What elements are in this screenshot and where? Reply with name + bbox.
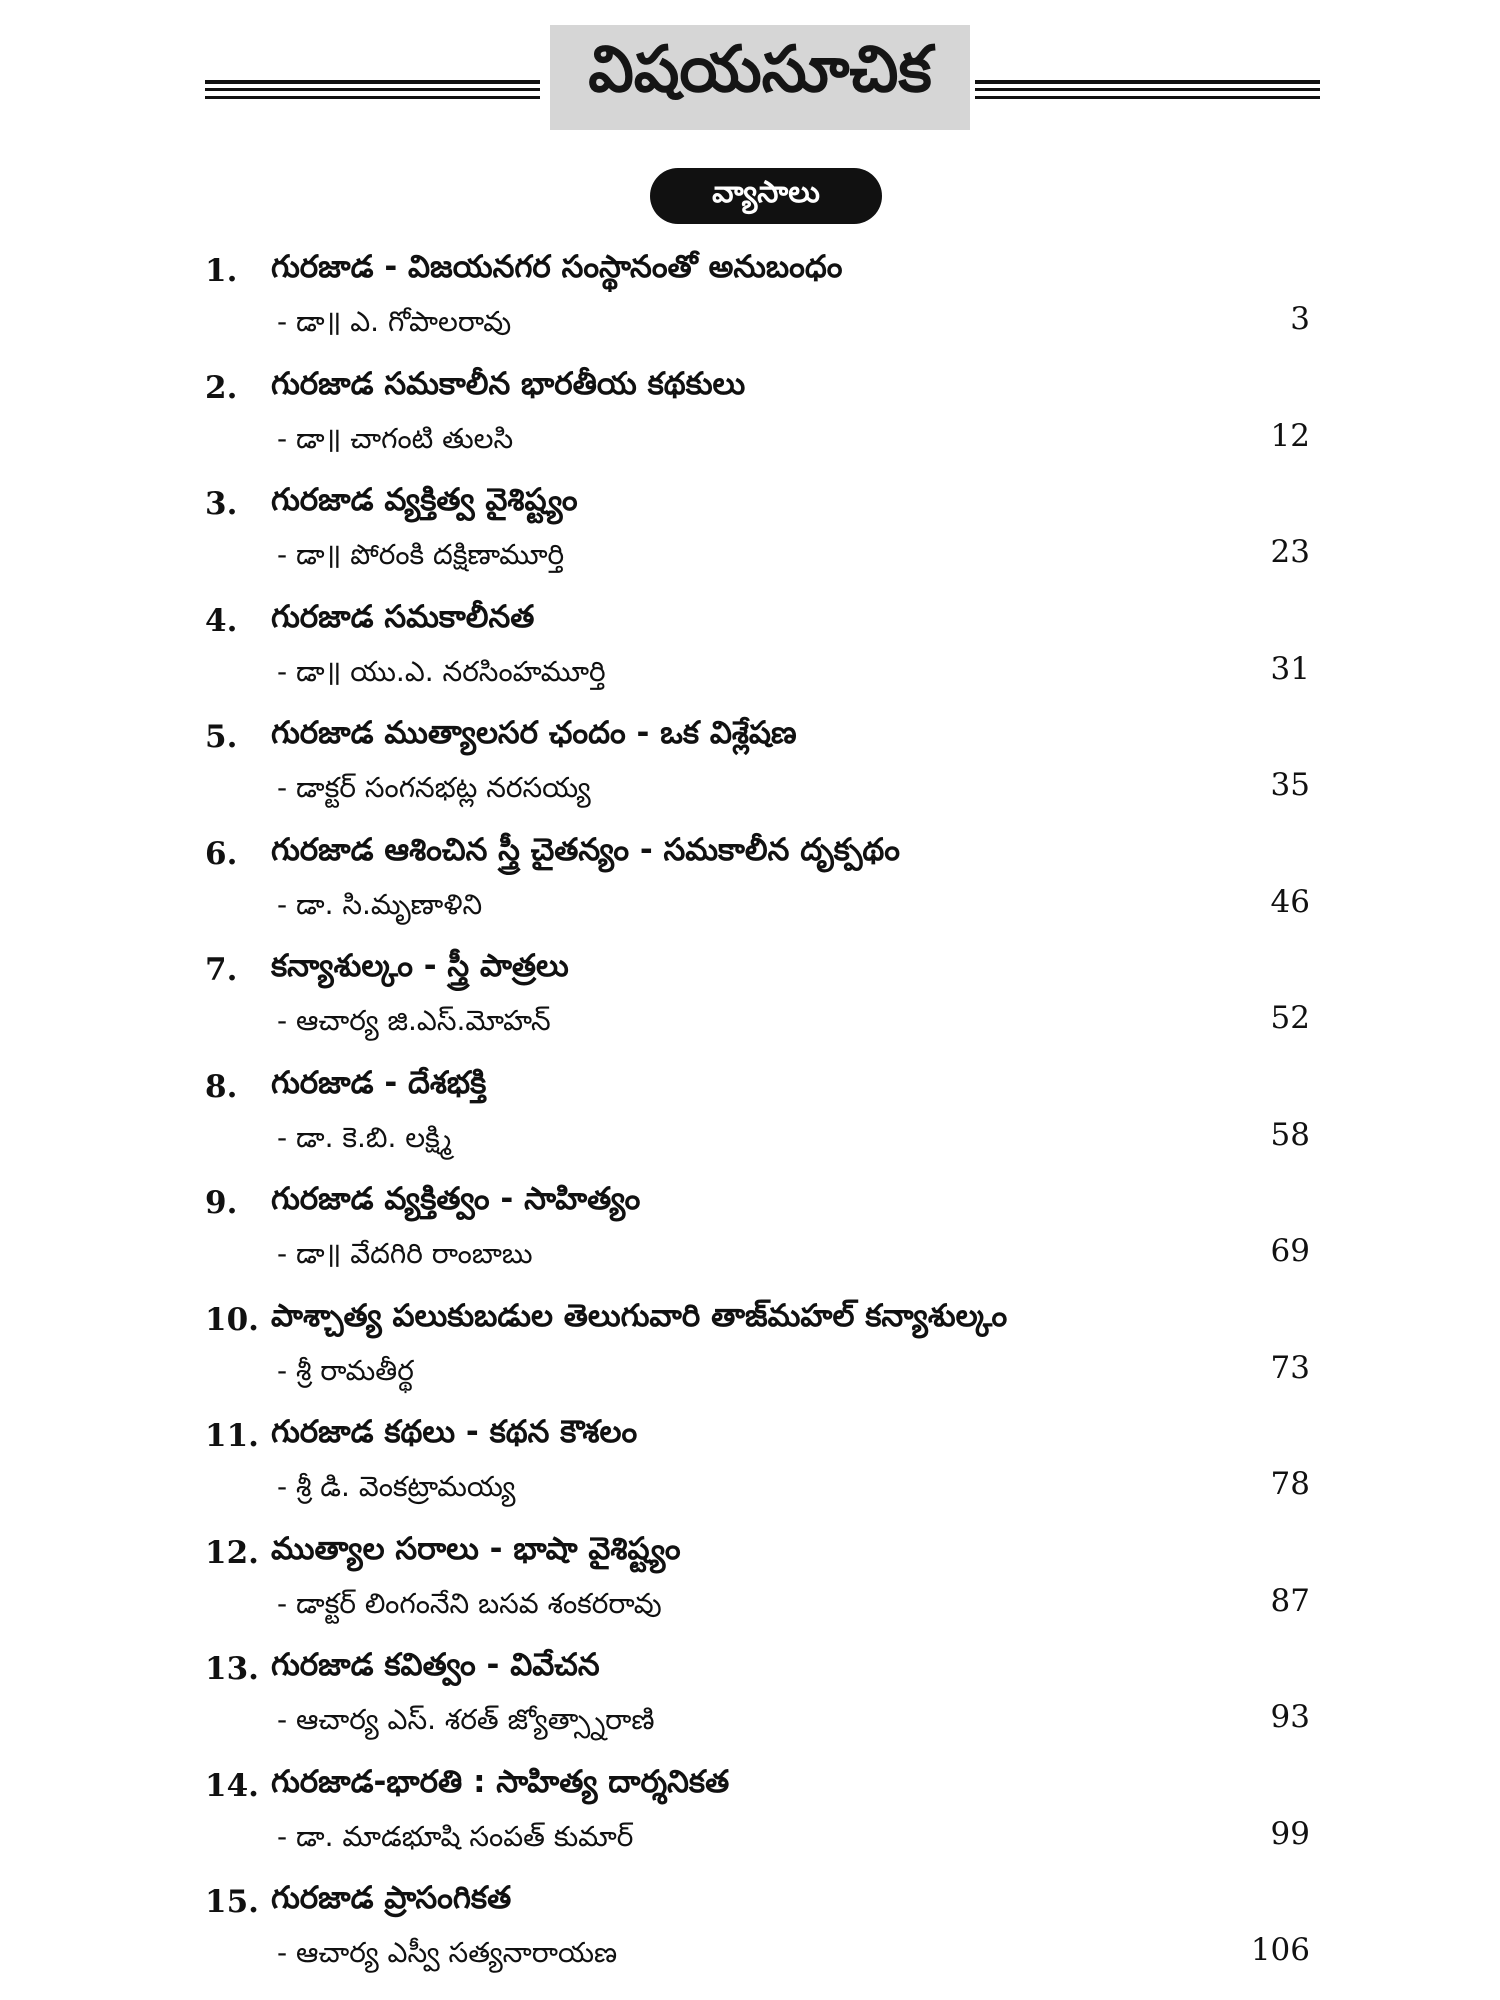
entry-title: గురజాడ సమకాలీనత <box>271 598 535 635</box>
entry-page-number: 69 <box>1270 1233 1310 1269</box>
toc-entry[interactable] <box>205 1760 1320 1877</box>
toc-entry[interactable] <box>205 828 1320 945</box>
entry-author: - శ్రీ రామతీర్థ <box>277 1353 414 1387</box>
toc-entry[interactable] <box>205 1527 1320 1644</box>
entry-page-number: 23 <box>1270 534 1310 570</box>
toc-entry[interactable] <box>205 245 1320 362</box>
entry-title: గురజాడ ప్రాసంగికత <box>271 1880 512 1916</box>
entry-page-number: 99 <box>1270 1815 1310 1852</box>
entry-author: - డాక్టర్ లింగంనేని బసవ శంకరరావు <box>277 1586 662 1620</box>
entry-number: 13. <box>205 1651 259 1687</box>
entry-title: గురజాడ - దేశభక్తి <box>271 1064 487 1101</box>
entry-page-number: 52 <box>1270 1000 1310 1036</box>
toc-entry[interactable] <box>205 1410 1320 1527</box>
toc-entry[interactable] <box>205 362 1320 479</box>
entry-page-number: 35 <box>1270 767 1310 803</box>
entry-author: - డా॥ పోరంకి దక్షిణామూర్తి <box>277 538 565 571</box>
entry-author: - శ్రీ డి. వెంకట్రామయ్య <box>277 1470 516 1503</box>
table-of-contents <box>205 245 1320 1993</box>
entry-title: గురజాడ కథలు - కథన కౌశలం <box>271 1414 638 1450</box>
entry-title: గురజాడ వ్యక్తిత్వ వైశిష్ట్యం <box>271 482 578 518</box>
entry-author: - డా॥ చాగంటి తులసి <box>277 421 514 455</box>
entry-author: - డా॥ యు.ఎ. నరసింహమూర్తి <box>277 654 606 688</box>
entry-page-number: 12 <box>1270 417 1310 454</box>
entry-page-number: 93 <box>1270 1699 1310 1735</box>
entry-title: గురజాడ ముత్యాలసర ఛందం - ఒక విశ్లేషణ <box>271 715 797 751</box>
entry-author: - డాక్టర్ సంగనభట్ల నరసయ్య <box>277 771 591 804</box>
entry-page-number: 78 <box>1270 1466 1310 1502</box>
entry-page-number: 58 <box>1270 1116 1310 1153</box>
entry-number: 10. <box>205 1301 259 1338</box>
entry-author: - డా॥ వేదగిరి రాంబాబు <box>277 1237 533 1270</box>
toc-entry[interactable] <box>205 478 1320 595</box>
entry-author: - ఆచార్య ఎస్. శరత్ జ్యోత్స్నారాణి <box>277 1703 655 1736</box>
entry-number: 7. <box>205 952 238 988</box>
toc-entry[interactable] <box>205 1061 1320 1178</box>
entry-author: - డా. కె.బి. లక్ష్మి <box>277 1120 452 1154</box>
header-rule-right <box>975 80 1320 100</box>
entry-title: కన్యాశుల్కం - స్త్రీ పాత్రలు <box>271 948 569 984</box>
entry-page-number: 87 <box>1270 1582 1310 1619</box>
entry-number: 14. <box>205 1767 259 1804</box>
entry-title: గురజాడ - విజయనగర సంస్థానంతో అనుబంధం <box>271 249 843 285</box>
toc-entry[interactable] <box>205 1294 1320 1411</box>
entry-title: గురజాడ సమకాలీన భారతీయ కథకులు <box>271 365 746 402</box>
toc-entry[interactable] <box>205 711 1320 828</box>
entry-page-number: 106 <box>1250 1932 1310 1968</box>
entry-page-number: 73 <box>1270 1349 1310 1386</box>
entry-number: 9. <box>205 1185 238 1221</box>
section-label: వ్యాసాలు <box>650 168 882 224</box>
entry-title: ముత్యాల సరాలు - భాషా వైశిష్ట్యం <box>271 1530 681 1567</box>
toc-entry[interactable] <box>205 1177 1320 1294</box>
entry-author: - ఆచార్య జి.ఎస్.మోహన్ <box>277 1004 551 1037</box>
entry-author: - డా. మాడభూషి సంపత్ కుమార్ <box>277 1819 634 1853</box>
entry-author: - డా॥ ఎ. గోపాలరావు <box>277 305 512 338</box>
entry-page-number: 3 <box>1290 301 1310 337</box>
toc-entry[interactable] <box>205 595 1320 712</box>
entry-number: 3. <box>205 486 238 522</box>
entry-number: 4. <box>205 602 238 639</box>
entry-number: 5. <box>205 719 238 755</box>
entry-title: గురజాడ ఆశించిన స్త్రీ చైతన్యం - సమకాలీన దృక్పథం <box>271 831 901 868</box>
entry-title: పాశ్చాత్య పలుకుబడుల తెలుగువారి తాజ్‌మహల్ కన్యాశుల్కం <box>271 1297 1008 1334</box>
page-header <box>205 25 1320 135</box>
entry-author: - ఆచార్య ఎస్వీ సత్యనారాయణ <box>277 1936 618 1969</box>
entry-author: - డా. సి.మృణాళిని <box>277 887 483 921</box>
entry-number: 6. <box>205 835 238 872</box>
entry-number: 15. <box>205 1884 259 1920</box>
entry-number: 12. <box>205 1534 259 1571</box>
entry-number: 8. <box>205 1068 238 1105</box>
toc-entry[interactable] <box>205 944 1320 1061</box>
page-title: విషయసూచిక <box>550 25 970 130</box>
entry-page-number: 46 <box>1270 883 1310 920</box>
toc-entry[interactable] <box>205 1876 1320 1993</box>
entry-number: 2. <box>205 369 238 406</box>
entry-title: గురజాడ కవిత్వం - వివేచన <box>271 1647 600 1683</box>
entry-title: గురజాడ వ్యక్తిత్వం - సాహిత్యం <box>271 1181 641 1217</box>
entry-number: 1. <box>205 253 238 289</box>
entry-title: గురజాడ-భారతి : సాహిత్య దార్శనికత <box>271 1763 730 1800</box>
header-rule-left <box>205 80 540 100</box>
toc-entry[interactable] <box>205 1643 1320 1760</box>
entry-page-number: 31 <box>1270 650 1310 687</box>
entry-number: 11. <box>205 1418 259 1454</box>
